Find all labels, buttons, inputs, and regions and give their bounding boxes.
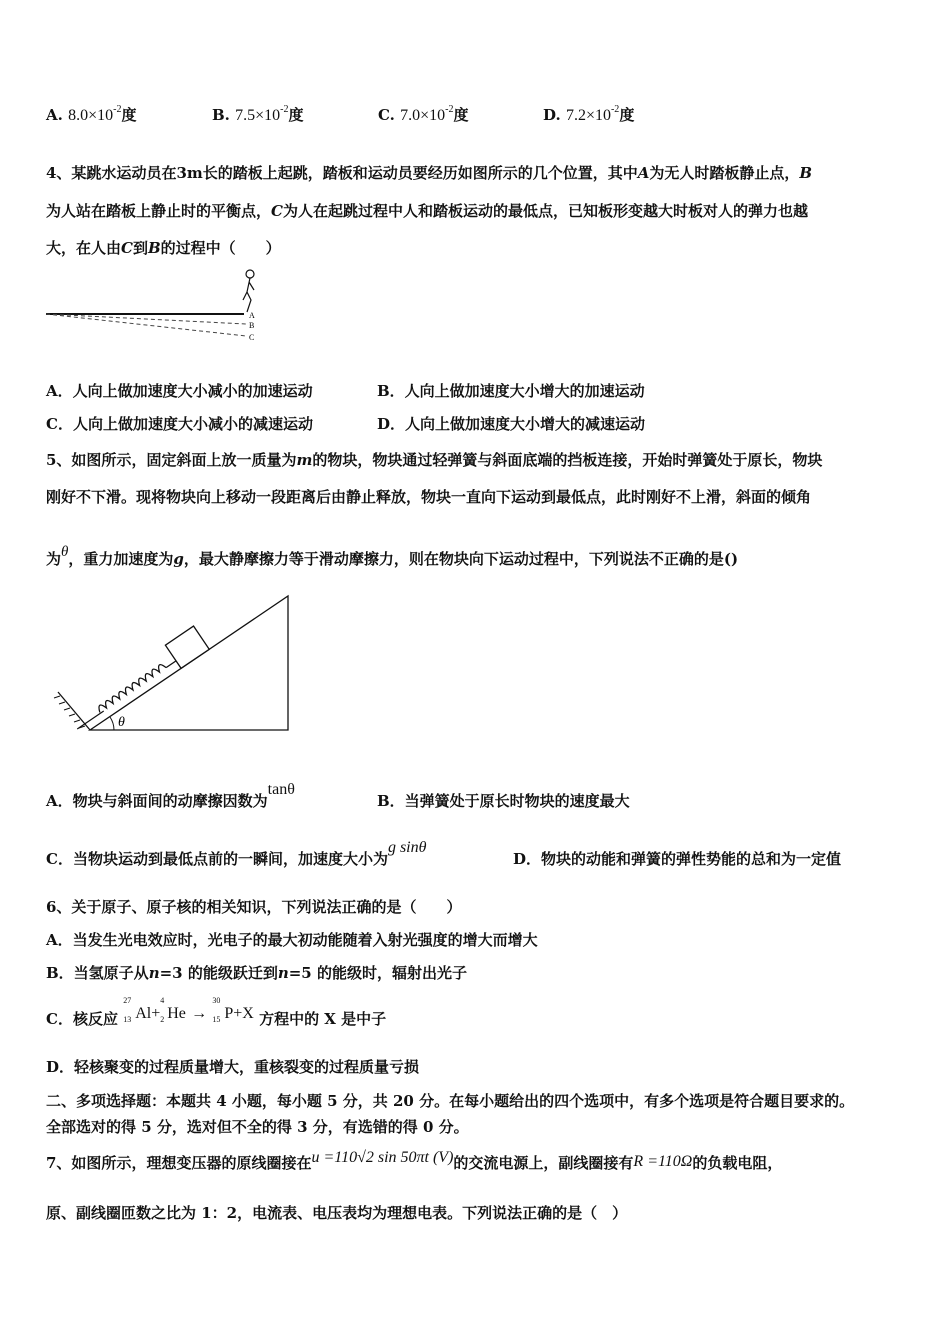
section2-heading-line1: 二、多项选择题：本题共 4 小题，每小题 5 分，共 20 分。在每小题给出的四个选项中，有多个选项是符合题目要求的。 [46,1092,855,1110]
q6-option-a: A．当发生光电效应时，光电子的最大初动能随着入射光强度的增大而增大 [46,931,538,949]
q4-option-b: B．人向上做加速度大小增大的加速运动 [377,382,645,400]
fig-label-a: A [249,311,255,320]
q4-stem-line1: 4、某跳水运动员在3m长的踏板上起跳，踏板和运动员要经历如图所示的几个位置，其中A为无人时踏板静止点，B [46,164,813,182]
q4-stem-line2: 为人站在踏板上静止时的平衡点，C为人在起跳过程中人和踏板运动的最低点，已知板形变越大时板对人的弹力也越 [46,202,808,220]
q5-option-a: A．物块与斜面间的动摩擦因数为tanθ [46,781,295,810]
q5-option-c: C．当物块运动到最低点前的一瞬间，加速度大小为g sinθ [46,839,427,868]
nuclide-al: 27 13 Al [123,996,152,1024]
q6-option-d: D．轻核聚变的过程质量增大，重核裂变的过程质量亏损 [46,1058,420,1076]
q7-stem-line1: 7、如图所示，理想变压器的原线圈接在u =110√2 sin 50πt (V)的交流电源上，副线圈接有R =110Ω的负载电阻， [46,1149,783,1172]
q5-stem-line3: 为θ，重力加速度为g，最大静摩擦力等于滑动摩擦力，则在物块向下运动过程中，下列说法不正确的是() [46,544,739,568]
q4-option-a: A．人向上做加速度大小减小的加速运动 [46,382,313,400]
diving-board-figure [44,266,274,348]
q6-option-c: C．核反应 27 13 Al+ 4 2 He → 30 15 P+X 方程中的 X 是中子 [46,996,387,1028]
incline-spring-figure [52,590,297,740]
nuclide-he: 4 2 He [160,996,186,1024]
fig-label-c: C [249,333,255,342]
fig-label-b: B [249,321,255,330]
q3-option-b: B. $7.5\times 10^{-2}$度 [212,104,304,124]
q4-option-d: D．人向上做加速度大小增大的减速运动 [377,415,646,433]
q3-option-a: A. $8.0\times 10^{-2}$度 [46,104,137,124]
section2-heading-line2: 全部选对的得 5 分，选对但不全的得 3 分，有选错的得 0 分。 [46,1118,469,1136]
q5-option-b: B．当弹簧处于原长时物块的速度最大 [377,792,630,810]
fig-theta-label: θ [118,715,125,730]
q6-option-b: B．当氢原子从n=3 的能级跃迁到n=5 的能级时，辐射出光子 [46,964,467,982]
q4-option-c: C．人向上做加速度大小减小的减速运动 [46,415,313,433]
q5-stem-line1: 5、如图所示，固定斜面上放一质量为m的物块，物块通过轻弹簧与斜面底端的挡板连接，开始时弹簧处于原长，物块 [46,451,823,469]
q3-option-c: C. $7.0\times 10^{-2}$度 [378,104,469,124]
q4-stem-line3: 大，在人由C到B的过程中（ ） [46,239,281,257]
q6-stem: 6、关于原子、原子核的相关知识，下列说法正确的是（ ） [46,898,462,916]
q5-option-d: D．物块的动能和弹簧的弹性势能的总和为一定值 [513,850,842,868]
q5-stem-line2: 刚好不下滑。现将物块向上移动一段距离后由静止释放，物块一直向下运动到最低点，此时刚好不上滑，斜面的倾角 [46,488,812,506]
q3-option-d: D. $7.2\times 10^{-2}$度 [543,104,635,124]
q7-stem-line2: 原、副线圈匝数之比为 1：2，电流表、电压表均为理想电表。下列说法正确的是（ ） [46,1204,628,1222]
nuclide-p: 30 15 P+X [212,996,254,1024]
